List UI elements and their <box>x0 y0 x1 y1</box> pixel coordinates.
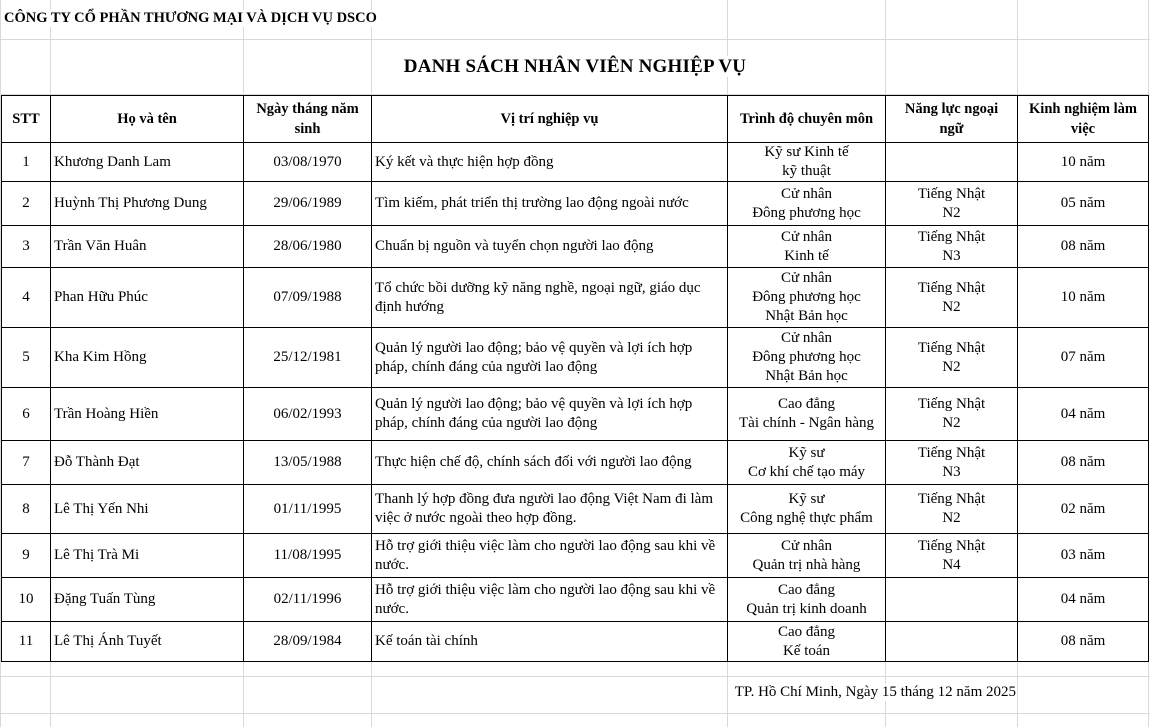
qualification-line: Công nghệ thực phẩm <box>740 510 873 526</box>
cell-position: Hỗ trợ giới thiệu việc làm cho người lao động sau khi về nước. <box>372 534 728 578</box>
language-line: N4 <box>942 556 961 573</box>
cell-qualification <box>728 182 886 226</box>
header-language <box>886 96 1018 143</box>
cell-qualification <box>728 534 886 578</box>
table-row <box>2 441 1149 485</box>
header-position: Vị trí nghiệp vụ <box>372 96 728 143</box>
qualification-line: Quản trị kinh doanh <box>746 600 867 617</box>
table-row <box>2 268 1149 328</box>
table-row <box>2 578 1149 622</box>
cell-position: Chuẩn bị nguồn và tuyển chọn người lao động <box>372 226 728 268</box>
qualification-line: Đông phương học <box>752 289 861 305</box>
language-line: Tiếng Nhật <box>917 444 986 461</box>
page-title <box>0 56 1150 78</box>
cell-name: Đặng Tuấn Tùng <box>51 578 244 622</box>
language-line: N2 <box>942 298 961 315</box>
cell-stt: 8 <box>2 485 51 534</box>
cell-dob: 07/09/1988 <box>244 268 372 328</box>
qualification-line: Đông phương học <box>752 349 861 365</box>
cell-qualification <box>728 622 886 662</box>
cell-name: Khương Danh Lam <box>51 143 244 182</box>
cell-language <box>886 268 1018 328</box>
cell-dob: 29/06/1989 <box>244 182 372 226</box>
cell-experience: 07 năm <box>1018 328 1149 388</box>
qualification-line: Kế toán <box>782 642 831 659</box>
cell-position: Kế toán tài chính <box>372 622 728 662</box>
sheet-gridline <box>0 676 1150 677</box>
qualification-line: Tài chính - Ngân hàng <box>739 415 874 431</box>
cell-dob: 02/11/1996 <box>244 578 372 622</box>
cell-name: Lê Thị Ánh Tuyết <box>51 622 244 662</box>
qualification-line: Cử nhân <box>780 185 833 202</box>
language-line: N2 <box>942 510 961 526</box>
cell-experience: 03 năm <box>1018 534 1149 578</box>
qualification-line: Cử nhân <box>780 270 833 286</box>
cell-stt: 10 <box>2 578 51 622</box>
table-row <box>2 388 1149 441</box>
cell-language <box>886 388 1018 441</box>
qualification-line: Nhật Bản học <box>765 368 848 384</box>
cell-language <box>886 182 1018 226</box>
table-row <box>2 143 1149 182</box>
header-experience-line1: Kinh nghiệm làm <box>1029 101 1137 117</box>
table-row <box>2 328 1149 388</box>
cell-language <box>886 143 1018 182</box>
footer-date-place: TP. Hồ Chí Minh, Ngày 15 tháng 12 năm 2025 <box>734 684 1016 700</box>
qualification-line: Cao đẳng <box>777 581 836 598</box>
cell-experience: 10 năm <box>1018 268 1149 328</box>
cell-qualification <box>728 388 886 441</box>
language-line: N3 <box>942 463 961 480</box>
language-line: Tiếng Nhật <box>917 339 986 356</box>
company-name: CÔNG TY CỔ PHẦN THƯƠNG MẠI VÀ DỊCH VỤ DSCO <box>4 10 377 26</box>
cell-experience: 10 năm <box>1018 143 1149 182</box>
cell-qualification <box>728 485 886 534</box>
cell-stt: 6 <box>2 388 51 441</box>
table-row <box>2 182 1149 226</box>
language-line: N2 <box>942 358 961 375</box>
header-experience-line2: việc <box>1070 121 1096 137</box>
cell-dob: 03/08/1970 <box>244 143 372 182</box>
table-row <box>2 485 1149 534</box>
table-row <box>2 622 1149 662</box>
language-line: N3 <box>942 247 961 264</box>
cell-language <box>886 441 1018 485</box>
language-line: Tiếng Nhật <box>917 537 986 554</box>
cell-position: Quản lý người lao động; bảo vệ quyền và lợi ích hợp pháp, chính đáng của người lao động <box>372 388 728 441</box>
table-row <box>2 534 1149 578</box>
header-dob-line2: sinh <box>294 121 321 137</box>
cell-stt: 3 <box>2 226 51 268</box>
cell-dob: 25/12/1981 <box>244 328 372 388</box>
staff-table <box>1 95 1149 662</box>
language-line: Tiếng Nhật <box>917 228 986 245</box>
header-qualification: Trình độ chuyên môn <box>728 96 886 143</box>
cell-stt: 2 <box>2 182 51 226</box>
header-stt: STT <box>2 96 51 143</box>
header-language-line1: Năng lực ngoại <box>904 101 999 117</box>
cell-name: Lê Thị Trà Mi <box>51 534 244 578</box>
table-header-row <box>2 96 1149 143</box>
cell-position: Quản lý người lao động; bảo vệ quyền và lợi ích hợp pháp, chính đáng của người lao động <box>372 328 728 388</box>
cell-position: Tổ chức bồi dưỡng kỹ năng nghề, ngoại ngữ, giáo dục định hướng <box>372 268 728 328</box>
cell-position: Tìm kiếm, phát triển thị trường lao động ngoài nước <box>372 182 728 226</box>
cell-qualification <box>728 441 886 485</box>
cell-language <box>886 534 1018 578</box>
qualification-line: Kỹ sư Kinh tế <box>764 144 849 160</box>
cell-dob: 13/05/1988 <box>244 441 372 485</box>
cell-language <box>886 328 1018 388</box>
cell-stt: 5 <box>2 328 51 388</box>
qualification-line: Kinh tế <box>784 247 829 264</box>
qualification-line: Cao đẳng <box>777 623 836 640</box>
cell-dob: 28/06/1980 <box>244 226 372 268</box>
cell-qualification <box>728 578 886 622</box>
cell-experience: 04 năm <box>1018 578 1149 622</box>
header-dob <box>244 96 372 143</box>
language-line: Tiếng Nhật <box>917 396 986 412</box>
qualification-line: Kỹ sư <box>788 491 825 507</box>
qualification-line: Cao đẳng <box>777 396 836 412</box>
language-line: Tiếng Nhật <box>917 279 986 296</box>
cell-qualification <box>728 268 886 328</box>
cell-dob: 28/09/1984 <box>244 622 372 662</box>
cell-experience: 02 năm <box>1018 485 1149 534</box>
cell-stt: 4 <box>2 268 51 328</box>
cell-qualification <box>728 328 886 388</box>
sheet-gridline <box>0 713 1150 714</box>
qualification-line: Cơ khí chế tạo máy <box>747 463 866 480</box>
cell-experience: 08 năm <box>1018 441 1149 485</box>
cell-language <box>886 622 1018 662</box>
qualification-line: Cử nhân <box>780 537 833 554</box>
language-line: N2 <box>942 415 961 431</box>
cell-position: Hỗ trợ giới thiệu việc làm cho người lao động sau khi về nước. <box>372 578 728 622</box>
qualification-line: Cử nhân <box>780 228 833 245</box>
cell-experience: 08 năm <box>1018 226 1149 268</box>
header-language-line2: ngữ <box>939 121 964 137</box>
cell-dob: 06/02/1993 <box>244 388 372 441</box>
cell-stt: 7 <box>2 441 51 485</box>
qualification-line: Cử nhân <box>780 330 833 346</box>
page-title-text: DANH SÁCH NHÂN VIÊN NGHIỆP VỤ <box>400 56 750 77</box>
language-line: N2 <box>942 204 961 221</box>
cell-position: Ký kết và thực hiện hợp đồng <box>372 143 728 182</box>
header-dob-line1: Ngày tháng năm <box>256 101 359 117</box>
qualification-line: Kỹ sư <box>788 444 825 461</box>
cell-dob: 11/08/1995 <box>244 534 372 578</box>
cell-name: Lê Thị Yến Nhi <box>51 485 244 534</box>
qualification-line: kỹ thuật <box>782 163 831 179</box>
cell-language <box>886 226 1018 268</box>
cell-language <box>886 578 1018 622</box>
qualification-line: Nhật Bản học <box>765 308 848 324</box>
language-line: Tiếng Nhật <box>917 185 986 202</box>
cell-language <box>886 485 1018 534</box>
language-line: Tiếng Nhật <box>917 491 986 507</box>
cell-experience: 04 năm <box>1018 388 1149 441</box>
qualification-line: Quản trị nhà hàng <box>752 556 861 573</box>
cell-qualification <box>728 226 886 268</box>
cell-stt: 1 <box>2 143 51 182</box>
cell-stt: 11 <box>2 622 51 662</box>
cell-qualification <box>728 143 886 182</box>
cell-name: Đỗ Thành Đạt <box>51 441 244 485</box>
qualification-line: Đông phương học <box>752 204 861 221</box>
cell-name: Kha Kim Hồng <box>51 328 244 388</box>
cell-name: Huỳnh Thị Phương Dung <box>51 182 244 226</box>
header-name: Họ và tên <box>51 96 244 143</box>
cell-dob: 01/11/1995 <box>244 485 372 534</box>
cell-position: Thanh lý hợp đồng đưa người lao động Việt Nam đi làm việc ở nước ngoài theo hợp đồng. <box>372 485 728 534</box>
header-experience <box>1018 96 1149 143</box>
cell-position: Thực hiện chế độ, chính sách đối với người lao động <box>372 441 728 485</box>
table-row <box>2 226 1149 268</box>
cell-name: Trần Văn Huân <box>51 226 244 268</box>
cell-experience: 08 năm <box>1018 622 1149 662</box>
cell-name: Trần Hoàng Hiền <box>51 388 244 441</box>
cell-name: Phan Hữu Phúc <box>51 268 244 328</box>
sheet-gridline <box>0 39 1150 40</box>
cell-experience: 05 năm <box>1018 182 1149 226</box>
cell-stt: 9 <box>2 534 51 578</box>
